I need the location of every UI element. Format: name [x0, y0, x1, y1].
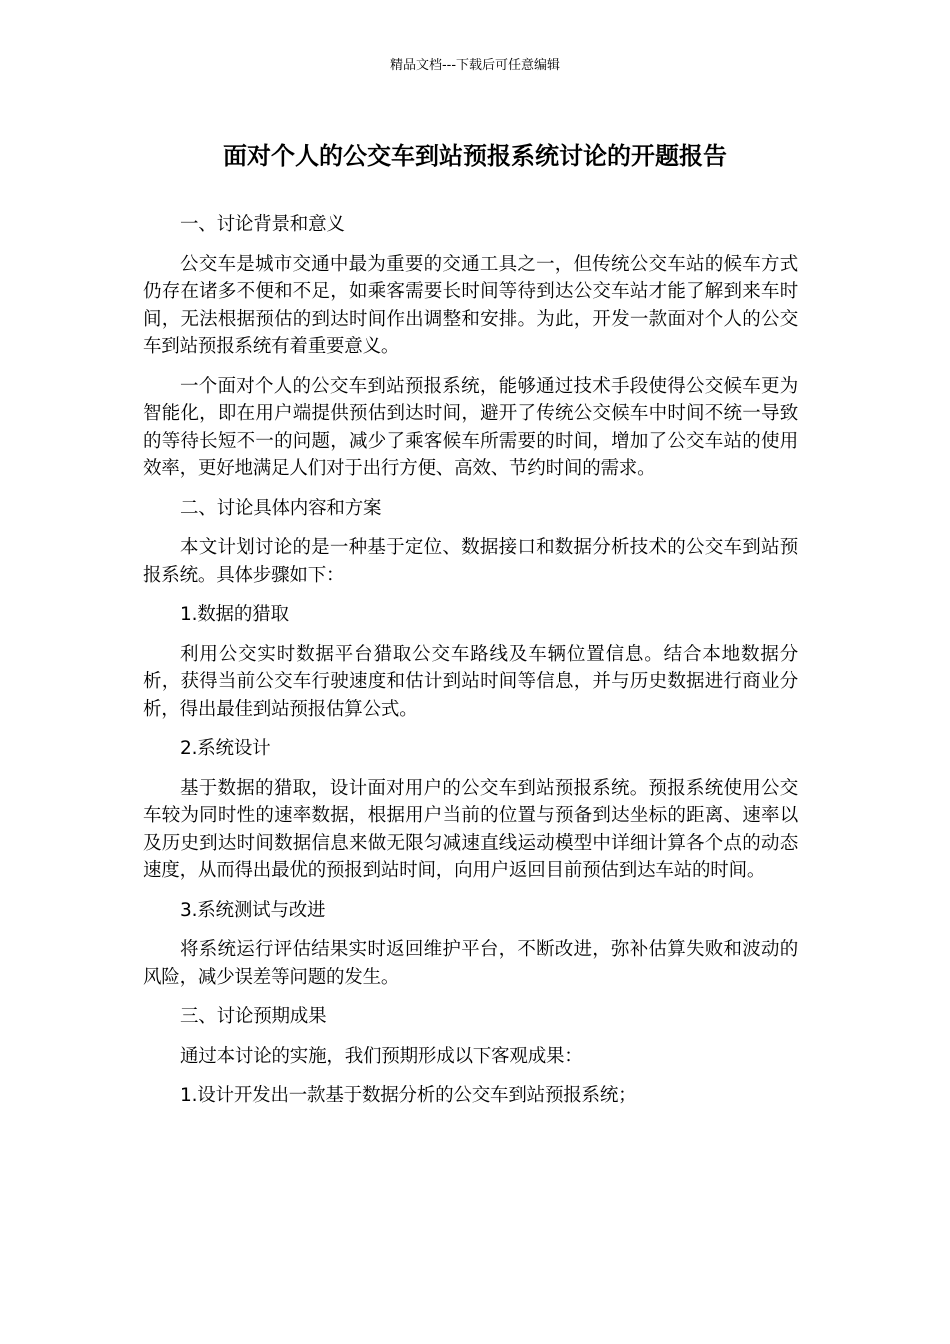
header-note: 精品文档---下载后可任意编辑	[389, 58, 561, 73]
paragraph-outcomes-intro: 通过本讨论的实施，我们预期形成以下客观成果：	[180, 1045, 583, 1067]
section-heading-background: 一、讨论背景和意义	[180, 214, 345, 235]
document-body	[143, 211, 798, 1110]
paragraph-system-design: 基于数据的猎取，设计面对用户的公交车到站预报系统。预报系统使用公交车较为同时性的速率数据，根据用户当前的位置与预备到达坐标的距离、速率以及历史到达时间数据信息来做无限匀减速直线运动模型中详细计算各个点的动态速度，从而得出最优的预报到站时间，向用户返回目前预估到达车站的时间。	[143, 777, 798, 881]
document-title: 面对个人的公交车到站预报系统讨论的开题报告	[223, 142, 727, 170]
outcome-item-1: 1.设计开发出一款基于数据分析的公交车到站预报系统；	[180, 1085, 637, 1106]
subheading-system-design: 2.系统设计	[180, 738, 271, 759]
paragraph-background-2: 一个面对个人的公交车到站预报系统，能够通过技术手段使得公交候车更为智能化，即在用户端提供预估到达时间，避开了传统公交候车中时间不统一导致的等待长短不一的问题，减少了乘客候车所需要的时间，增加了公交车站的使用效率，更好地满足人们对于出行方便、高效、节约时间的需求。	[143, 375, 798, 479]
section-heading-content: 二、讨论具体内容和方案	[180, 497, 382, 519]
subheading-data-acquisition: 1.数据的猎取	[180, 604, 289, 625]
paragraph-testing: 将系统运行评估结果实时返回维护平台，不断改进，弥补估算失败和波动的风险，减少误差等问题的发生。	[143, 939, 798, 988]
subheading-testing: 3.系统测试与改进	[180, 899, 326, 921]
paragraph-background-1: 公交车是城市交通中最为重要的交通工具之一，但传统公交车站的候车方式仍存在诸多不便和不足，如乘客需要长时间等待到达公交车站才能了解到来车时间，无法根据预估的到达时间作出调整和安排。为此，开发一款面对个人的公交车到站预报系统有着重要意义。	[143, 253, 798, 357]
paragraph-data-acquisition: 利用公交实时数据平台猎取公交车路线及车辆位置信息。结合本地数据分析，获得当前公交车行驶速度和估计到站时间等信息，并与历史数据进行商业分析，得出最佳到站预报估算公式。	[143, 643, 798, 720]
paragraph-content-intro: 本文计划讨论的是一种基于定位、数据接口和数据分析技术的公交车到站预报系统。具体步骤如下：	[143, 537, 798, 586]
section-heading-outcomes: 三、讨论预期成果	[180, 1006, 327, 1027]
